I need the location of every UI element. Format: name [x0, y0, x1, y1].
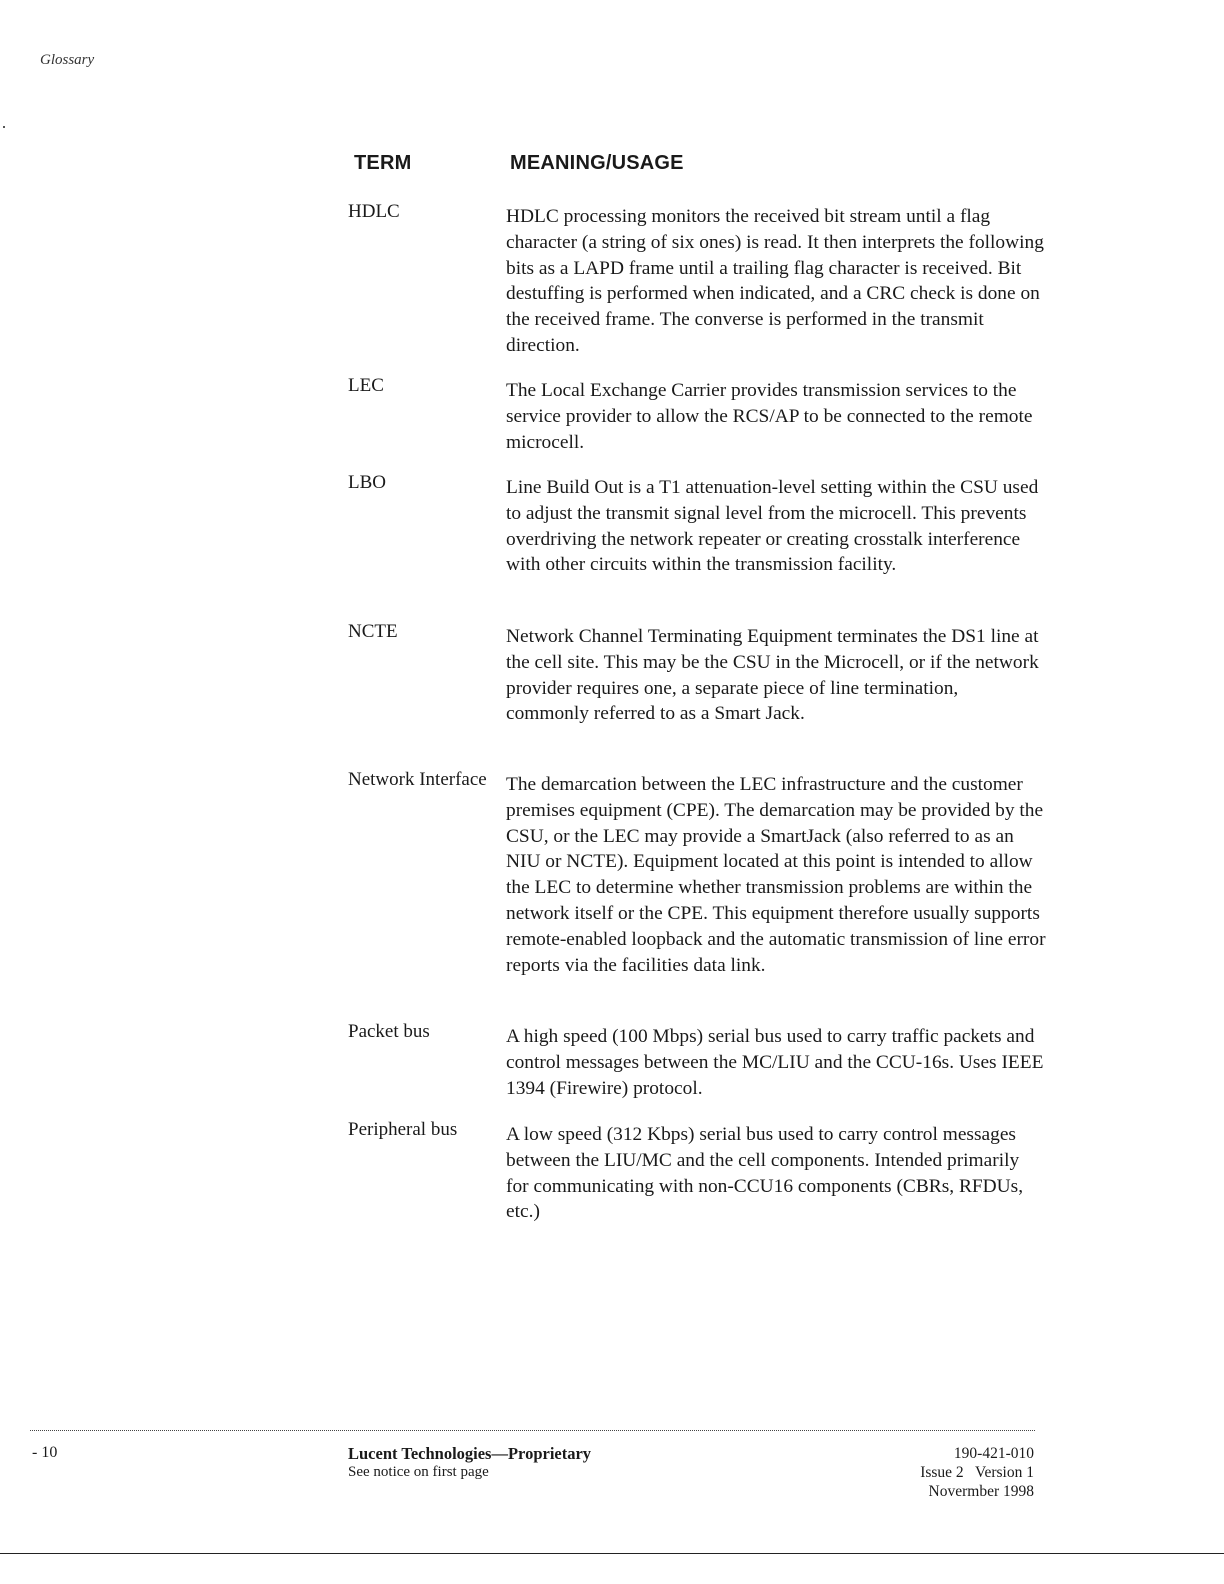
glossary-meaning: Network Channel Terminating Equipment terminates the DS1 line at the cell site. This may be the CSU in the Microcell, or if the network provider requires one, a separate piece of line termination, commonly referred to as a Smart Jack. — [506, 626, 1039, 725]
glossary-term: Peripheral bus — [348, 1119, 458, 1140]
glossary-meaning: The demarcation between the LEC infrastructure and the customer premises equipment (CPE). The demarcation may be provided by the CSU, or the LEC may provide a SmartJack (also referred to as an NIU or NCTE). Equipment located at this point is intended to allow the LEC to determine whether transmission problems are within the network itself or the CPE. This equipment therefore usually supports remote-enabled loopback and the automatic transmission of line error reports via the facilities data link. — [506, 774, 1046, 976]
issue-date: Novermber 1998 — [928, 1483, 1034, 1500]
page-bottom-edge — [0, 1553, 1224, 1554]
glossary-meaning: A high speed (100 Mbps) serial bus used to carry traffic packets and control messages between the MC/LIU and the CCU-16s. Uses IEEE 1394 (Firewire) protocol. — [506, 1026, 1044, 1099]
glossary-term: NCTE — [348, 621, 398, 642]
glossary-meaning: HDLC processing monitors the received bit stream until a flag character (a string of six ones) is read. It then interprets the following bits as a LAPD frame until a trailing flag character is received. Bit destuffing is performed when indicated, and a CRC check is done on the received frame. The converse is performed in the transmit direction. — [506, 206, 1044, 356]
glossary-meaning: A low speed (312 Kbps) serial bus used to carry control messages between the LIU/MC and the cell components. Intended primarily for communicating with non-CCU16 components (CBRs, RFDUs, etc.) — [506, 1124, 1024, 1223]
glossary-term: LBO — [348, 472, 386, 493]
footer-divider — [30, 1430, 1035, 1431]
glossary-meaning: Line Build Out is a T1 attenuation-level setting within the CSU used to adjust the transmit signal level from the microcell. This prevents overdriving the network repeater or creating crosstalk interference with other circuits within the transmission facility. — [506, 477, 1039, 576]
company-proprietary-label: Lucent Technologies—Proprietary — [348, 1444, 592, 1463]
running-title: Glossary — [40, 52, 95, 68]
footer-proprietary-notice — [348, 1444, 591, 1482]
meaning-column-header: MEANING/USAGE — [510, 152, 684, 174]
glossary-term: Network Interface — [348, 769, 487, 790]
document-number: 190-421-010 — [953, 1445, 1034, 1462]
glossary-meaning: The Local Exchange Carrier provides transmission services to the service provider to allow the RCS/AP to be connected to the remote microcell. — [506, 380, 1033, 453]
glossary-term: HDLC — [348, 201, 400, 222]
glossary-term: LEC — [348, 375, 384, 396]
page-number: - 10 — [32, 1444, 58, 1461]
notice-reference: See notice on first page — [348, 1464, 489, 1480]
glossary-column-headers — [0, 152, 1224, 182]
issue-version: Issue 2 Version 1 — [920, 1464, 1034, 1481]
scan-speck — [3, 126, 5, 128]
document-info — [920, 1444, 1034, 1501]
term-column-header: TERM — [354, 152, 412, 174]
glossary-term: Packet bus — [348, 1021, 430, 1042]
